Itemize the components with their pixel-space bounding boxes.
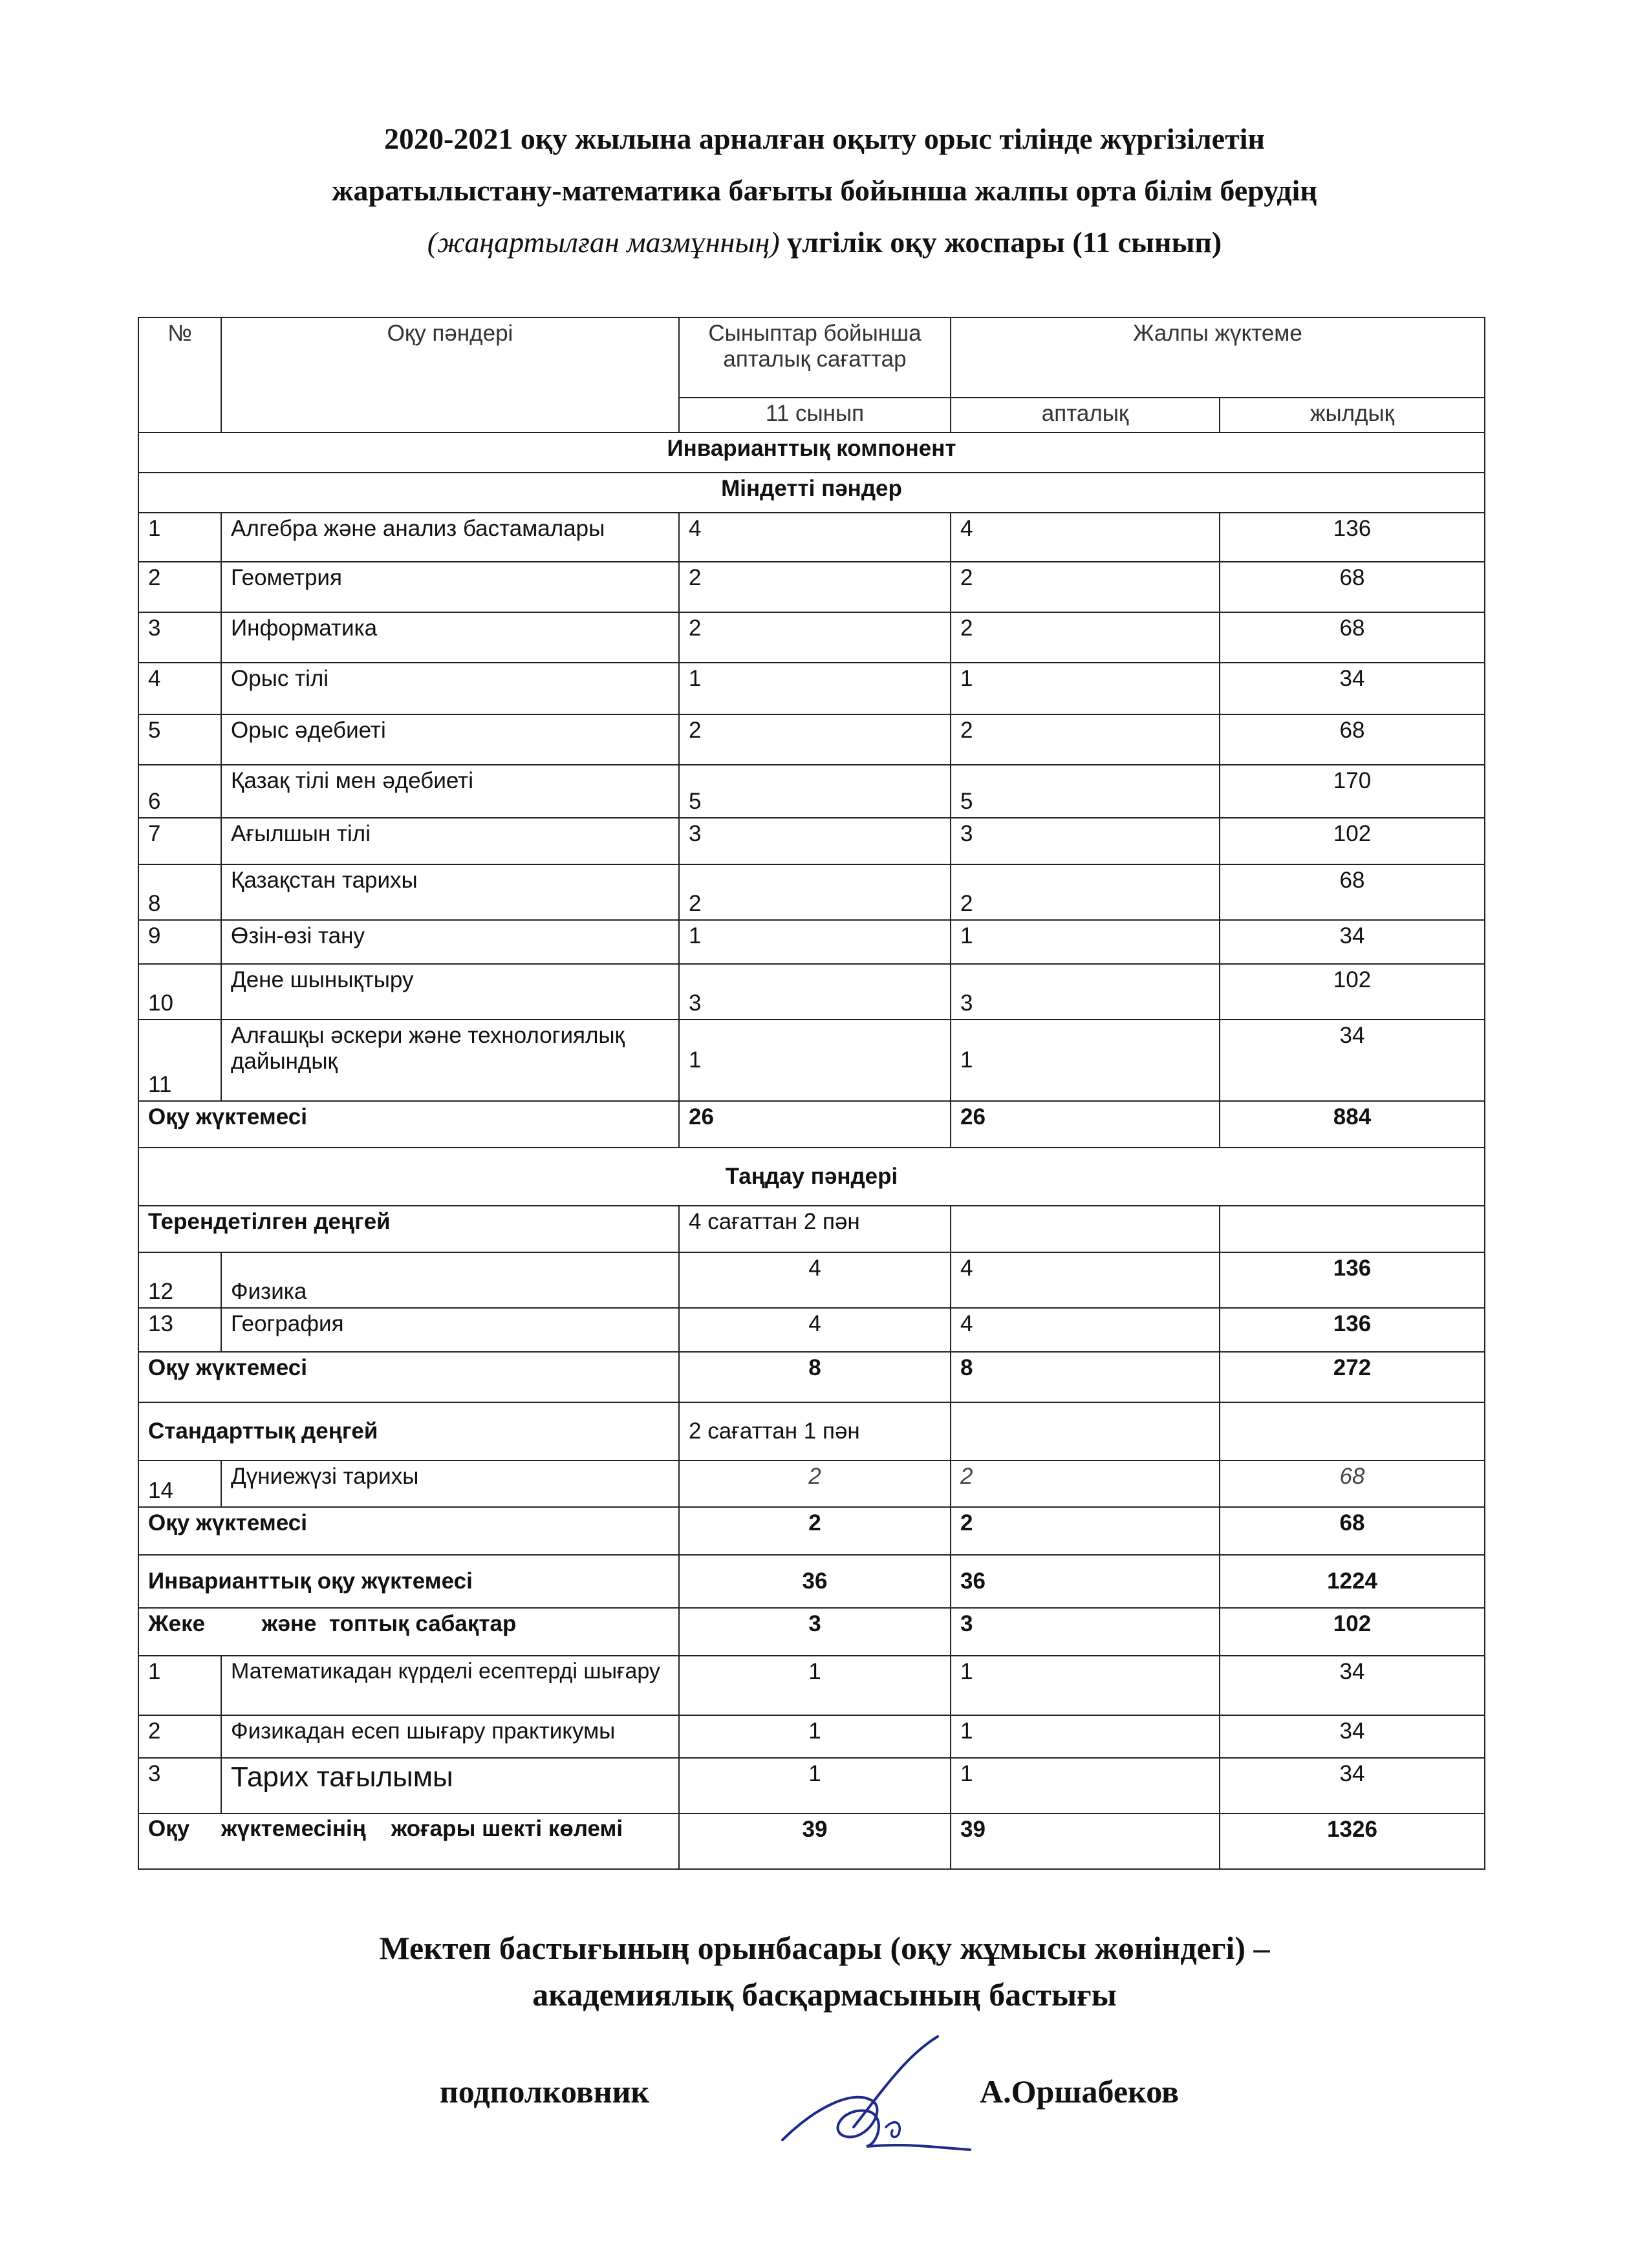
- row-num: 14: [138, 1460, 221, 1507]
- invariant-total-class11: 36: [679, 1555, 951, 1608]
- header-yearly: жылдық: [1220, 398, 1485, 433]
- total-row: [138, 1352, 1485, 1402]
- row-yearly: 34: [1220, 1758, 1485, 1813]
- signatory-title-line-1: Мектеп бастығының орынбасары (оқу жұмысы жөніндегі) –: [379, 1930, 1270, 1966]
- header-row: [138, 317, 1485, 398]
- row-weekly: 1: [951, 1020, 1220, 1101]
- table-row: [138, 1758, 1485, 1813]
- row-num: 1: [138, 1656, 221, 1715]
- total-label: Оқу жүктемесі: [138, 1101, 679, 1148]
- total-weekly: 8: [951, 1352, 1220, 1402]
- row-class11: 2: [679, 864, 951, 920]
- section-compulsory: Міндетті пәндер: [138, 473, 1485, 513]
- row-num: 3: [138, 1758, 221, 1813]
- row-class11: 1: [679, 920, 951, 964]
- row-subject: География: [221, 1308, 679, 1352]
- row-class11: 3: [679, 818, 951, 864]
- table-row: [138, 1308, 1485, 1352]
- section-invariant: Инварианттық компонент: [138, 433, 1485, 473]
- row-subject: Ағылшын тілі: [221, 818, 679, 864]
- signatory-title-line-2: академиялық басқармасының бастығы: [532, 1976, 1117, 2013]
- row-yearly: 68: [1220, 714, 1485, 765]
- table-row: [138, 964, 1485, 1020]
- row-subject: Алғашқы әскери және технологиялық дайындық: [221, 1020, 679, 1101]
- title-rest-part: үлгілік оқу жоспары (11 сынып): [787, 226, 1222, 259]
- row-yearly: 68: [1220, 1460, 1485, 1507]
- total-row: [138, 1813, 1485, 1869]
- row-yearly: 68: [1220, 612, 1485, 663]
- row-class11: 4: [679, 513, 951, 562]
- table-row: [138, 1252, 1485, 1308]
- row-yearly: 34: [1220, 1656, 1485, 1715]
- row-num: 2: [138, 562, 221, 612]
- row-subject: Қазақстан тарихы: [221, 864, 679, 920]
- total-row: [138, 1555, 1485, 1608]
- table-row: [138, 612, 1485, 663]
- row-yearly: 34: [1220, 1020, 1485, 1101]
- table-row: [138, 765, 1485, 818]
- row-num: 9: [138, 920, 221, 964]
- level-row: [138, 1206, 1485, 1252]
- standard-level-note: 2 сағаттан 1 пән: [679, 1402, 951, 1460]
- doc-title-line-2: жаратылыстану-математика бағыты бойынша жалпы орта білім берудің: [332, 174, 1317, 207]
- row-subject: Дүниежүзі тарихы: [221, 1460, 679, 1507]
- row-num: 7: [138, 818, 221, 864]
- curriculum-table: [138, 317, 1485, 1870]
- total-yearly: 272: [1220, 1352, 1485, 1402]
- row-subject: Қазақ тілі мен әдебиеті: [221, 765, 679, 818]
- row-class11: 4: [679, 1308, 951, 1352]
- invariant-total-label: Инварианттық оқу жүктемесі: [138, 1555, 679, 1608]
- row-yearly: 68: [1220, 864, 1485, 920]
- individual-weekly: 3: [951, 1608, 1220, 1656]
- row-weekly: 1: [951, 1758, 1220, 1813]
- row-num: 1: [138, 513, 221, 562]
- row-yearly: 170: [1220, 765, 1485, 818]
- table-row: [138, 1020, 1485, 1101]
- row-class11: 1: [679, 1020, 951, 1101]
- row-subject: Физикадан есеп шығару практикумы: [221, 1715, 679, 1758]
- table-row: [138, 1656, 1485, 1715]
- max-total-yearly: 1326: [1220, 1813, 1485, 1869]
- row-num: 6: [138, 765, 221, 818]
- total-class11: 8: [679, 1352, 951, 1402]
- row-weekly: 1: [951, 920, 1220, 964]
- row-num: 11: [138, 1020, 221, 1101]
- row-subject: Орыс тілі: [221, 663, 679, 714]
- row-yearly: 136: [1220, 513, 1485, 562]
- row-class11: 2: [679, 562, 951, 612]
- row-subject: Дене шынықтыру: [221, 964, 679, 1020]
- total-row: [138, 1101, 1485, 1148]
- total-class11: 2: [679, 1507, 951, 1555]
- row-weekly: 1: [951, 663, 1220, 714]
- total-class11: 26: [679, 1101, 951, 1148]
- row-yearly: 34: [1220, 1715, 1485, 1758]
- row-weekly: 4: [951, 1308, 1220, 1352]
- individual-yearly: 102: [1220, 1608, 1485, 1656]
- row-class11: 5: [679, 765, 951, 818]
- header-weekly-by-class: Сыныптар бойынша апталық сағаттар: [679, 317, 951, 398]
- row-num: 5: [138, 714, 221, 765]
- row-yearly: 136: [1220, 1252, 1485, 1308]
- row-yearly: 34: [1220, 920, 1485, 964]
- row-num: 13: [138, 1308, 221, 1352]
- row-num: 3: [138, 612, 221, 663]
- row-weekly: 1: [951, 1715, 1220, 1758]
- table-row: [138, 864, 1485, 920]
- total-label: Оқу жүктемесі: [138, 1507, 679, 1555]
- row-subject: Геометрия: [221, 562, 679, 612]
- individual-class11: 3: [679, 1608, 951, 1656]
- row-class11: 1: [679, 1656, 951, 1715]
- header-subjects: Оқу пәндері: [221, 317, 679, 433]
- header-class11: 11 сынып: [679, 398, 951, 433]
- table-row: [138, 663, 1485, 714]
- row-weekly: 2: [951, 864, 1220, 920]
- row-num: 2: [138, 1715, 221, 1758]
- row-subject: Орыс әдебиеті: [221, 714, 679, 765]
- row-weekly: 4: [951, 513, 1220, 562]
- row-yearly: 68: [1220, 562, 1485, 612]
- signatory-name: А.Оршабеков: [980, 2073, 1179, 2110]
- individual-label: Жеке және топтық сабақтар: [138, 1608, 679, 1656]
- advanced-level-note: 4 сағаттан 2 пән: [679, 1206, 951, 1252]
- row-num: 12: [138, 1252, 221, 1308]
- table-row: [138, 818, 1485, 864]
- row-class11: 1: [679, 1758, 951, 1813]
- total-yearly: 884: [1220, 1101, 1485, 1148]
- row-subject: Информатика: [221, 612, 679, 663]
- max-total-weekly: 39: [951, 1813, 1220, 1869]
- table-row: [138, 513, 1485, 562]
- table-row: [138, 714, 1485, 765]
- header-weekly: апталық: [951, 398, 1220, 433]
- max-total-label: Оқу жүктемесінің жоғары шекті көлемі: [138, 1813, 679, 1869]
- total-yearly: 68: [1220, 1507, 1485, 1555]
- individual-row: [138, 1608, 1485, 1656]
- row-weekly: 3: [951, 818, 1220, 864]
- row-weekly: 3: [951, 964, 1220, 1020]
- level-row: [138, 1402, 1485, 1460]
- row-weekly: 2: [951, 562, 1220, 612]
- row-class11: 2: [679, 714, 951, 765]
- title-italic-part: (жаңартылған мазмұнның): [427, 226, 780, 259]
- row-class11: 3: [679, 964, 951, 1020]
- table-row: [138, 562, 1485, 612]
- doc-title-line-1: 2020-2021 оқу жылына арналған оқыту орыс тілінде жүргізілетін: [384, 122, 1265, 155]
- row-weekly: 4: [951, 1252, 1220, 1308]
- row-class11: 1: [679, 1715, 951, 1758]
- row-weekly: 2: [951, 612, 1220, 663]
- row-yearly: 34: [1220, 663, 1485, 714]
- advanced-level-label: Терендетілген деңгей: [138, 1206, 679, 1252]
- max-total-class11: 39: [679, 1813, 951, 1869]
- row-weekly: 5: [951, 765, 1220, 818]
- row-class11: 4: [679, 1252, 951, 1308]
- total-label: Оқу жүктемесі: [138, 1352, 679, 1402]
- row-class11: 2: [679, 1460, 951, 1507]
- table-row: [138, 1460, 1485, 1507]
- row-yearly: 102: [1220, 818, 1485, 864]
- row-class11: 2: [679, 612, 951, 663]
- header-num: №: [138, 317, 221, 433]
- invariant-total-yearly: 1224: [1220, 1555, 1485, 1608]
- row-yearly: 102: [1220, 964, 1485, 1020]
- row-subject: Алгебра және анализ бастамалары: [221, 513, 679, 562]
- row-subject: Өзін-өзі тану: [221, 920, 679, 964]
- total-row: [138, 1507, 1485, 1555]
- row-class11: 1: [679, 663, 951, 714]
- signatory-rank: подполковник: [440, 2073, 650, 2110]
- invariant-total-weekly: 36: [951, 1555, 1220, 1608]
- table-row: [138, 1715, 1485, 1758]
- row-subject: Тарих тағылымы: [221, 1758, 679, 1813]
- row-weekly: 2: [951, 1460, 1220, 1507]
- handwritten-signature: [776, 2030, 983, 2166]
- section-elective: Таңдау пәндері: [138, 1148, 1485, 1206]
- row-num: 8: [138, 864, 221, 920]
- row-num: 4: [138, 663, 221, 714]
- standard-level-label: Стандарттық деңгей: [138, 1402, 679, 1460]
- row-yearly: 136: [1220, 1308, 1485, 1352]
- row-num: 10: [138, 964, 221, 1020]
- row-subject: Физика: [221, 1252, 679, 1308]
- total-weekly: 2: [951, 1507, 1220, 1555]
- row-weekly: 2: [951, 714, 1220, 765]
- total-weekly: 26: [951, 1101, 1220, 1148]
- row-subject: Математикадан күрделі есептерді шығару: [221, 1656, 679, 1715]
- row-weekly: 1: [951, 1656, 1220, 1715]
- table-row: [138, 920, 1485, 964]
- header-total-load: Жалпы жүктеме: [951, 317, 1485, 398]
- doc-title-line-3: [0, 228, 1649, 257]
